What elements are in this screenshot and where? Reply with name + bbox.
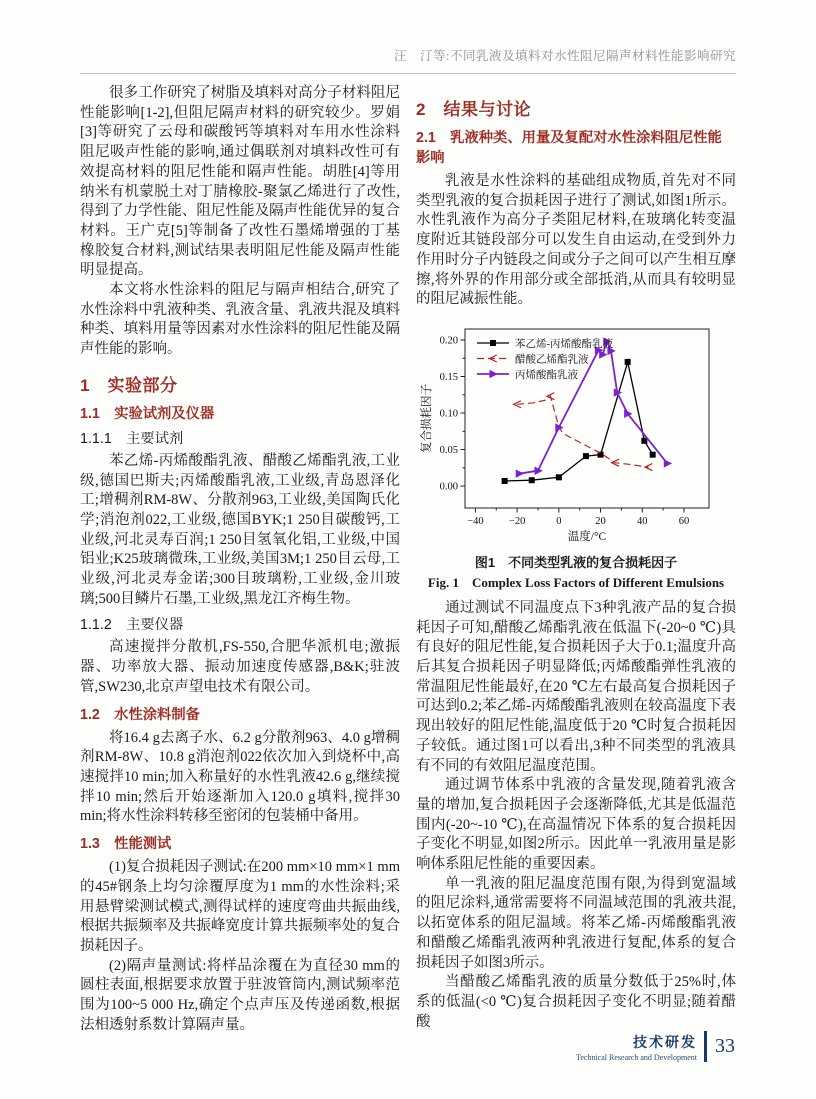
svg-text:0.10: 0.10 [439, 408, 458, 420]
paragraph-intro-2: 本文将水性涂料的阻尼与隔声相结合,研究了水性涂料中乳液种类、乳液含量、乳液共混及填料种类、填料用量等因素对水性涂料的阻尼性能及隔声性能的影响。 [80, 282, 400, 358]
left-column [80, 84, 400, 1035]
svg-text:0: 0 [556, 515, 562, 527]
svg-text:−20: −20 [508, 515, 526, 527]
subsection-heading-1-2: 1.2 水性涂料制备 [80, 706, 200, 723]
paragraph-results-5: 当醋酸乙烯酯乳液的质量分数低于25%时,体系的低温(<0 ℃)复合损耗因子变化不明显;随着醋酸 [416, 974, 736, 1030]
svg-text:0.00: 0.00 [439, 481, 458, 493]
footer-section-zh: 技术研发 [633, 1033, 697, 1050]
svg-text:0.20: 0.20 [439, 335, 458, 347]
svg-text:40: 40 [637, 515, 648, 527]
svg-text:醋酸乙烯酯乳液: 醋酸乙烯酯乳液 [515, 354, 589, 366]
subsection-heading-2-1: 2.1 乳液种类、用量及复配对水性涂料阻尼性能影响 [416, 130, 722, 166]
svg-text:苯乙烯-丙烯酸酯乳液: 苯乙烯-丙烯酸酯乳液 [515, 338, 613, 350]
figure-1-line-chart [418, 320, 720, 548]
paragraph-test-1: (1)复合损耗因子测试:在200 mm×10 mm×1 mm的45#钢条上均匀涂覆厚度为1 mm的水性涂料;采用悬臂梁测试模式,测得试样的速度弯曲共振曲线,根据共振频率及共振峰宽度计算共振频率处的复合损耗因子。 [80, 859, 400, 954]
paragraph-test-2: (2)隔声量测试:将样品涂覆在为直径30 mm的圆柱表面,根据要求放置于驻波管筒内,测试频率范围为100~5 000 Hz,确定个点声压及传递函数,根据法相透射系数计算隔声量。 [80, 957, 400, 1033]
paragraph-reagents: 苯乙烯-丙烯酸酯乳液、醋酸乙烯酯乳液,工业级,德国巴斯夫;丙烯酸酯乳液,工业级,青岛恩泽化工;增稠剂RM-8W、分散剂963,工业级,美国陶氏化学;消泡剂022,工业级,德国BYK;1 250目碳酸钙,工业级,河北灵寿百润;1 250目氢氧化铝,工业级,中国铝业;K25玻璃微珠,工业级,美国3M;1 250目云母,工业级,河北灵寿金诺;300目玻璃粉,工业级,金川玻璃;500目鳞片石墨,工业级,黑龙江齐梅生物。 [80, 452, 400, 607]
page-footer [576, 1031, 735, 1062]
subsubsection-heading-1-1-2: 1.1.2 主要仪器 [80, 617, 184, 634]
paragraph-preparation: 将16.4 g去离子水、6.2 g分散剂963、4.0 g增稠剂RM-8W、10.8 g消泡剂022依次加入到烧杯中,高速搅拌10 min;加入称量好的水性乳液42.6 g,继续搅拌10 min;然后开始逐渐加入120.0 g填料,搅拌30 min;将水性涂料转移至密闭的包装桶中备用。 [80, 729, 400, 825]
footer-divider-bar [704, 1031, 707, 1062]
paragraph-results-1: 乳液是水性涂料的基础组成物质,首先对不同类型乳液的复合损耗因子进行了测试,如图1所示。水性乳液作为高分子类阻尼材料,在玻璃化转变温度附近其链段部分可以发生自由运动,在受到外力作用时分子内链段之间或分子之间可以产生相互摩擦,将外界的作用部分或全部抵消,从而具有较明显的阻尼减振性能。 [416, 173, 736, 308]
paragraph-intro-1: 很多工作研究了树脂及填料对高分子材料阻尼性能影响[1-2],但阻尼隔声材料的研究较少。罗娟[3]等研究了云母和碳酸钙等填料对车用水性涂料阻尼吸声性能的影响,通过偶联剂对填料改性可有效提高材料的阻尼性能和隔声性能。胡胜[4]等用纳米有机蒙脱土对丁腈橡胶-聚氯乙烯进行了改性,得到了力学性能、阻尼性能及隔声性能优异的复合材料。王广克[5]等制备了改性石墨烯增强的丁基橡胶复合材料,测试结果表明阻尼性能及隔声性能明显提高。 [80, 85, 400, 279]
svg-text:复合损耗因子: 复合损耗因子 [421, 383, 433, 453]
svg-text:温度/°C: 温度/°C [567, 530, 607, 543]
right-column [416, 84, 736, 1035]
paragraph-results-4: 单一乳液的阻尼温度范围有限,为得到宽温域的阻尼涂料,通常需要将不同温域范围的乳液共混,以拓宽体系的阻尼温域。将苯乙烯-丙烯酸酯乳液和醋酸乙烯酯乳液两种乳液进行复配,体系的复合损耗因子如图3所示。 [416, 875, 736, 971]
subsubsection-heading-1-1-1: 1.1.1 主要试剂 [80, 430, 184, 447]
paragraph-instruments: 高速搅拌分散机,FS-550,合肥华派机电;激振器、功率放大器、振动加速度传感器,B&K;驻波管,SW230,北京声望电技术有限公司。 [80, 639, 400, 695]
page-number: 33 [715, 1035, 735, 1057]
paragraph-results-3: 通过调节体系中乳液的含量发现,随着乳液含量的增加,复合损耗因子会逐渐降低,尤其是低温范围内(-20~-10 ℃),在高温情况下体系的复合损耗因子变化不明显,如图2所示。因此单一乳液用量是影响体系阻尼性能的重要因素。 [416, 777, 736, 873]
svg-text:20: 20 [595, 515, 606, 527]
running-head: 汪 汀等:不同乳液及填料对水性阻尼隔声材料性能影响研究 [80, 46, 736, 74]
subsection-heading-1-3: 1.3 性能测试 [80, 836, 172, 853]
figure-1-caption-zh: 图1 不同类型乳液的复合损耗因子 [474, 554, 678, 570]
svg-text:0.15: 0.15 [439, 371, 458, 383]
svg-text:丙烯酸酯乳液: 丙烯酸酯乳液 [515, 369, 578, 381]
svg-text:60: 60 [678, 515, 690, 527]
footer-section-en: Technical Research and Development [576, 1052, 697, 1062]
paragraph-results-2: 通过测试不同温度点下3种乳液产品的复合损耗因子可知,醋酸乙烯酯乳液在低温下(-20~0 ℃)具有良好的阻尼性能,复合损耗因子大于0.1;温度升高后其复合损耗因子明显降低;丙烯酸酯弹性乳液的常温阻尼性能最好,在20 ℃左右最高复合损耗因子可达到0.2;苯乙烯-丙烯酸酯乳液则在较高温度下表现出较好的阻尼性能,温度低于20 ℃时复合损耗因子较低。通过图1可以看出,3种不同类型的乳液具有不同的有效阻尼温度范围。 [416, 599, 736, 774]
section-heading-2: 2 结果与讨论 [416, 100, 531, 119]
two-column-content [80, 84, 736, 1035]
figure-1 [418, 320, 736, 548]
svg-text:0.05: 0.05 [439, 444, 458, 456]
section-heading-1: 1 实验部分 [80, 375, 178, 395]
subsection-heading-1-1: 1.1 实验试剂及仪器 [80, 405, 215, 422]
svg-text:−40: −40 [467, 515, 484, 527]
figure-1-caption-en: Fig. 1 Complex Loss Factors of Different Emulsions [427, 574, 725, 590]
footer-section [576, 1032, 697, 1062]
